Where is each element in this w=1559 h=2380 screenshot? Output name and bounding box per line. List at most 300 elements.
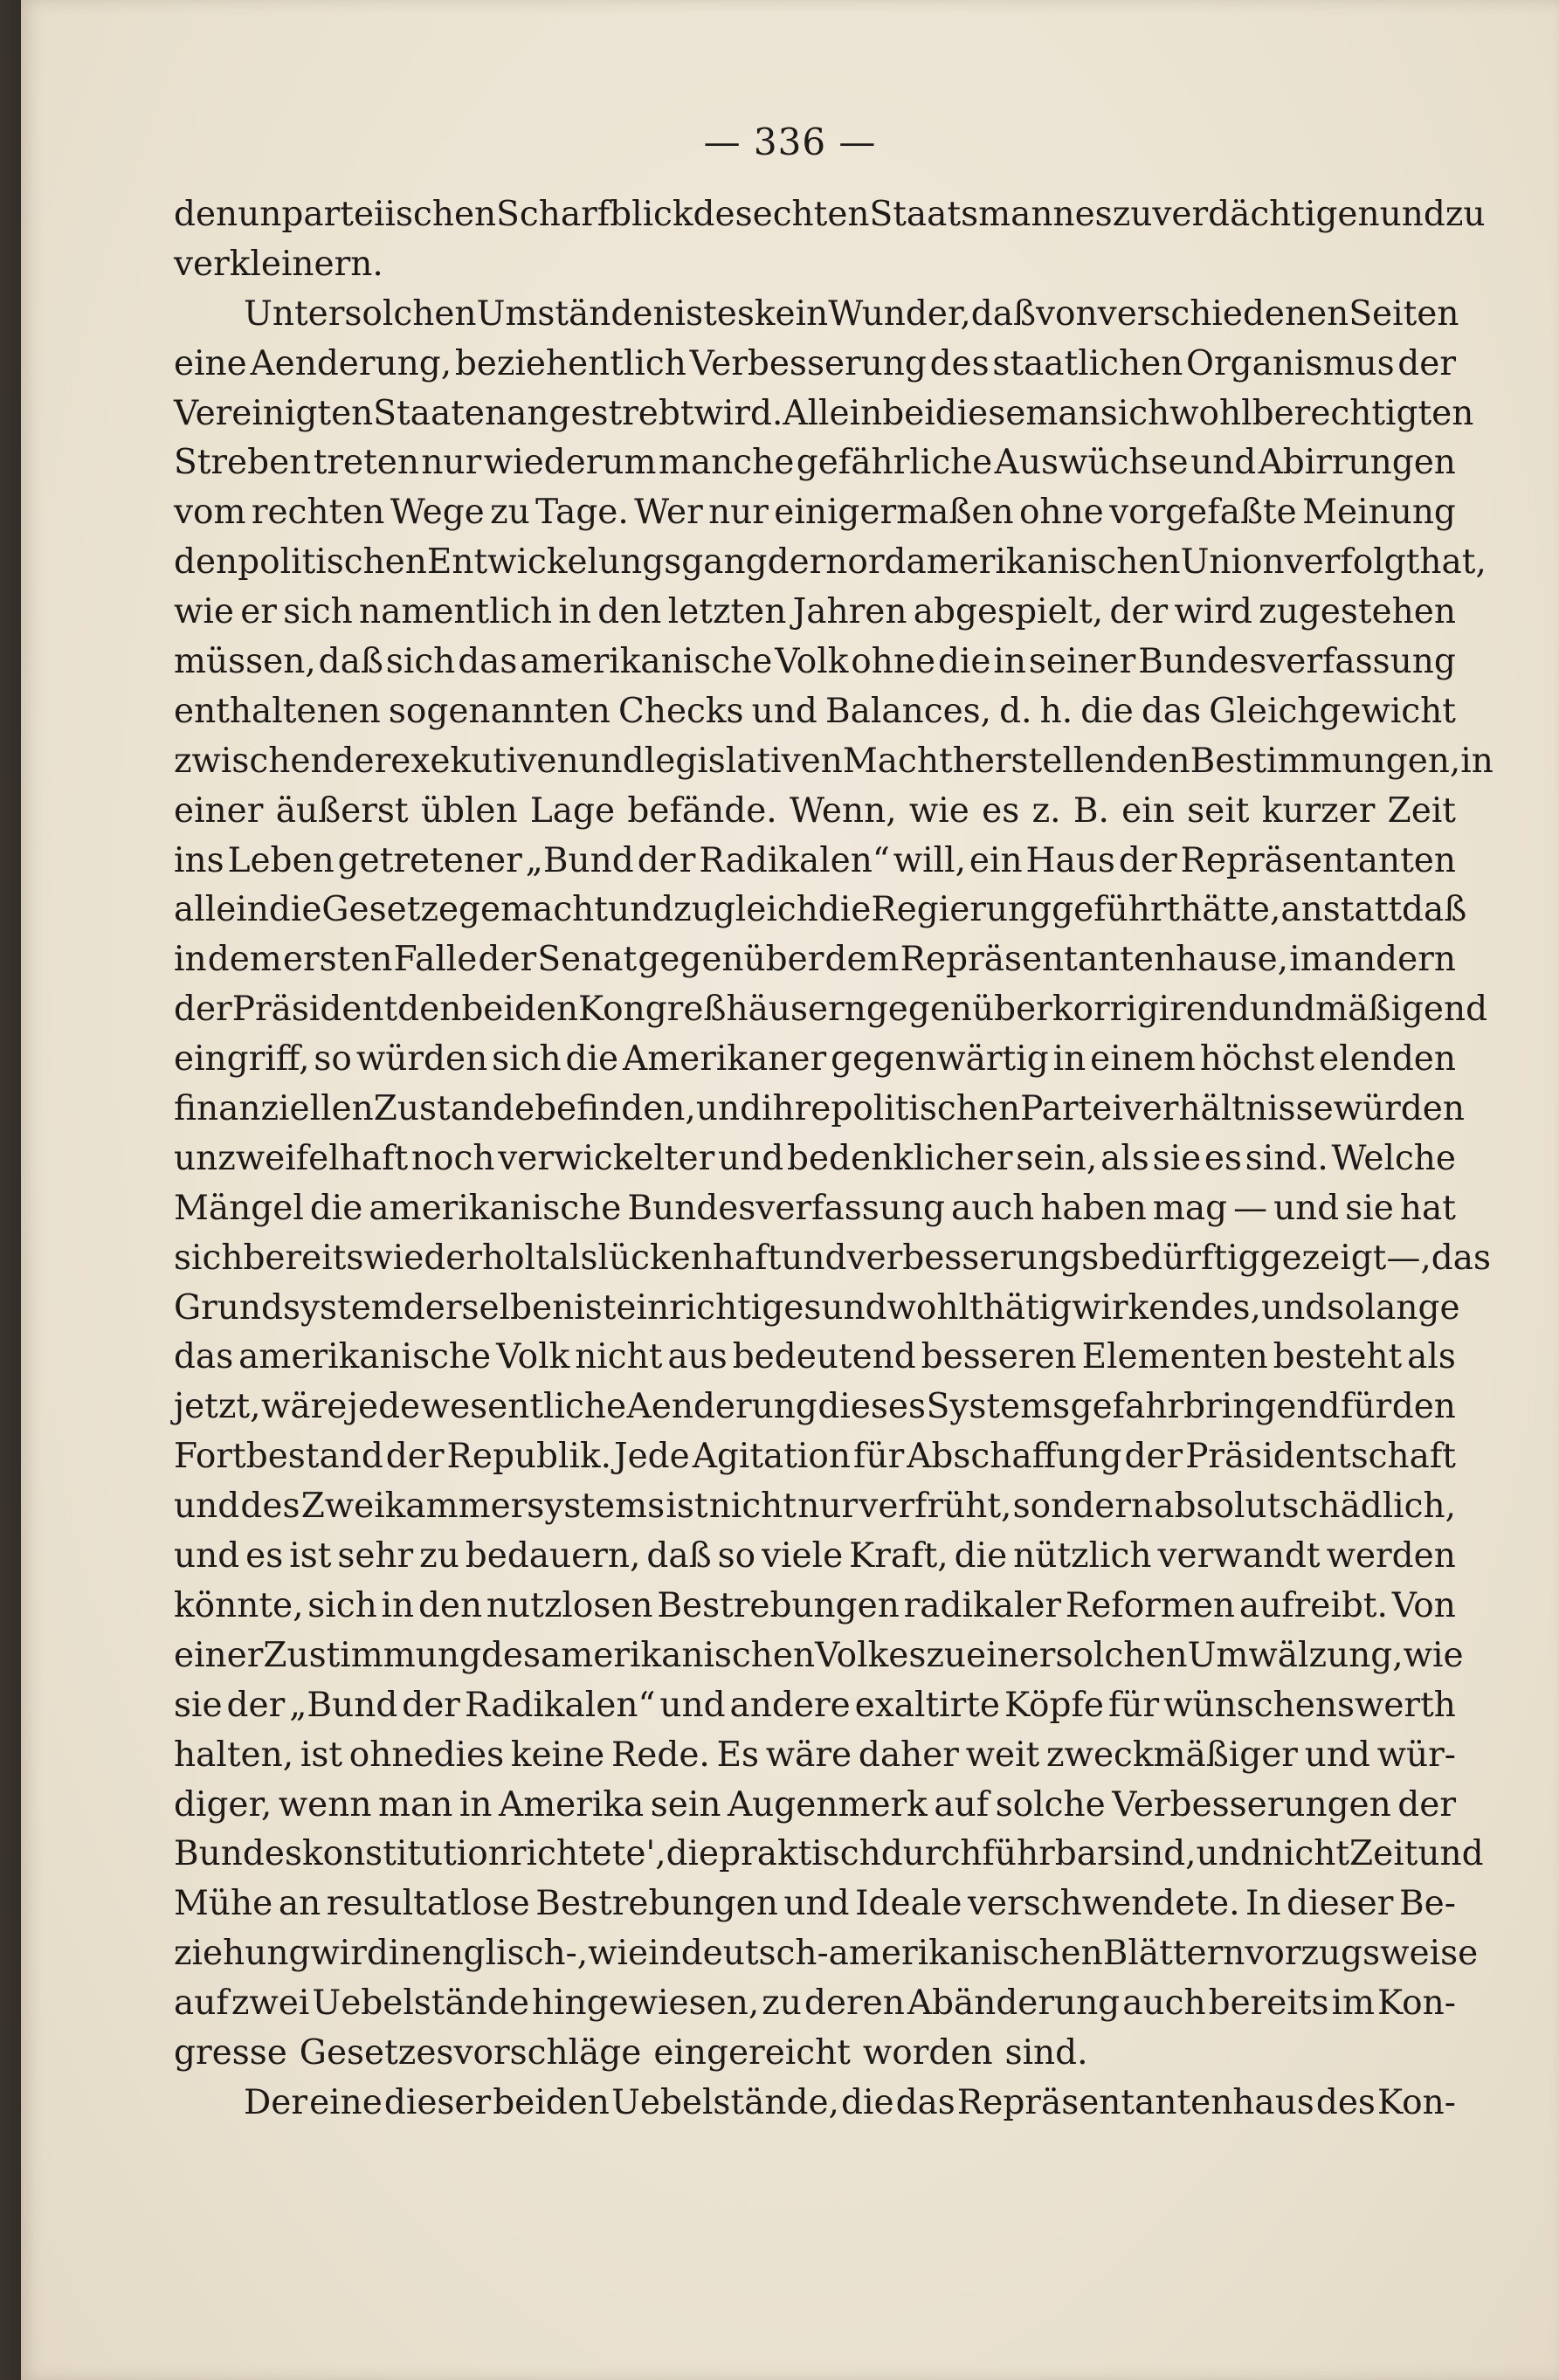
word: wird. xyxy=(693,393,783,433)
word: verschiedenen xyxy=(1097,293,1349,334)
word: nutzlosen xyxy=(486,1585,653,1625)
text-line xyxy=(174,438,1456,488)
word: allein xyxy=(174,890,269,930)
word: Jahren xyxy=(792,592,907,632)
word: den xyxy=(397,990,462,1030)
word: besseren xyxy=(921,1337,1077,1377)
word: der xyxy=(1397,1784,1456,1825)
text-line xyxy=(174,1731,1456,1781)
word: Zweikammersystems xyxy=(300,1487,666,1527)
word: es xyxy=(982,790,1020,831)
word: als xyxy=(548,1238,598,1278)
word: vom xyxy=(174,493,246,533)
word: Aenderung xyxy=(626,1387,817,1427)
word: Kongreßhäusern xyxy=(578,990,866,1030)
word: dem xyxy=(207,940,282,980)
word: ist xyxy=(674,293,717,334)
word: Tage. xyxy=(535,493,629,533)
word: für xyxy=(1107,1685,1160,1725)
word: herstellenden xyxy=(952,741,1190,781)
word: des xyxy=(480,1635,542,1675)
word: nicht xyxy=(1261,1834,1350,1874)
word: Gleichgewicht xyxy=(1209,691,1456,731)
word: sehr xyxy=(337,1536,414,1576)
word: Welche xyxy=(1331,1138,1456,1178)
word: die xyxy=(937,642,991,682)
word: Bundesverfassung xyxy=(627,1188,945,1228)
word: Kraft, xyxy=(849,1536,949,1576)
text-line xyxy=(174,1284,1460,1334)
word: Köpfe xyxy=(1004,1685,1105,1725)
word: und xyxy=(1260,1287,1328,1328)
word: einer xyxy=(174,790,264,831)
word: an xyxy=(1058,393,1100,433)
word: anstatt xyxy=(1280,890,1403,930)
word: zu xyxy=(1445,195,1486,234)
word: kurzer xyxy=(1261,790,1376,831)
word: eine xyxy=(309,2082,383,2122)
word: Entwickelungsgang xyxy=(426,542,768,583)
word: ersten xyxy=(282,940,393,980)
word: Radikalen“ xyxy=(699,840,890,880)
word: hingewiesen, xyxy=(531,1983,760,2024)
word: sie xyxy=(174,1685,223,1725)
word: den xyxy=(174,195,238,234)
text-line xyxy=(174,1681,1456,1731)
word: exaltirte xyxy=(854,1685,1000,1725)
word: als xyxy=(1407,1337,1456,1377)
word: und xyxy=(718,1138,784,1178)
word: Uebelstände, xyxy=(610,2082,839,2122)
word: durchführbar xyxy=(880,1834,1114,1874)
word: und xyxy=(751,691,817,731)
word: den xyxy=(417,1585,483,1625)
word: bereits xyxy=(243,1238,364,1278)
text-line xyxy=(174,340,1456,390)
word: ist xyxy=(666,1487,708,1527)
word: nordamerikanischen xyxy=(825,542,1181,583)
word: treten xyxy=(313,443,419,483)
word: Wer xyxy=(634,493,703,533)
word: der xyxy=(1109,592,1169,632)
text-line xyxy=(174,837,1456,886)
word: daß xyxy=(646,1536,712,1576)
word: radikaler xyxy=(903,1585,1062,1625)
word: Radikalen“ xyxy=(464,1685,656,1725)
word: zwischen xyxy=(174,741,333,781)
word: Gesetzesvorschläge xyxy=(299,2032,642,2073)
word: äußerst xyxy=(275,790,409,831)
word: sind. xyxy=(1245,1138,1328,1178)
word: Repräsentantenhause, xyxy=(900,940,1289,980)
word: richtete', xyxy=(509,1834,666,1874)
word: der xyxy=(385,1437,445,1477)
word: sein, xyxy=(1016,1138,1098,1178)
word: des xyxy=(929,343,990,383)
text-line xyxy=(174,1035,1456,1085)
word: Wunder, xyxy=(828,293,971,334)
word: jede xyxy=(347,1387,421,1427)
word: unparteiischen xyxy=(238,195,497,234)
word: es xyxy=(1204,1138,1243,1178)
word: Aenderung, xyxy=(250,343,452,383)
word: wie xyxy=(588,1934,649,1974)
word: der xyxy=(402,1685,460,1725)
word: Bundeskonstitution xyxy=(174,1834,510,1874)
word: — xyxy=(1233,1188,1268,1228)
word: sich xyxy=(492,1039,562,1080)
word: jetzt, xyxy=(174,1387,261,1427)
word: aus xyxy=(667,1337,728,1377)
word: Zustande xyxy=(373,1089,535,1129)
word: Bestrebungen xyxy=(535,1884,778,1924)
text-line xyxy=(174,638,1456,687)
word: absolut xyxy=(1154,1487,1281,1527)
text-line xyxy=(174,935,1456,985)
word: sein xyxy=(650,1784,721,1825)
word: sondern xyxy=(1012,1487,1154,1527)
text-line xyxy=(174,737,1493,787)
word: befände. xyxy=(627,790,777,831)
word: und xyxy=(783,1884,850,1924)
word: getretener xyxy=(337,840,522,880)
word: ohne xyxy=(851,642,936,682)
word: nicht xyxy=(575,1337,663,1377)
word: Streben xyxy=(174,443,312,483)
word: mag xyxy=(1152,1188,1228,1228)
word: in xyxy=(558,592,591,632)
word: Union xyxy=(1180,542,1285,583)
word: Elementen xyxy=(1081,1337,1268,1377)
word: ein xyxy=(969,840,1023,880)
word: verfrüht, xyxy=(859,1487,1012,1527)
word: Rede. xyxy=(610,1735,710,1775)
word: nur xyxy=(421,443,482,483)
word: z. xyxy=(1031,790,1061,831)
word: gresse xyxy=(174,2032,287,2073)
word: gefährliche xyxy=(796,443,993,483)
text-line xyxy=(174,240,1456,290)
word: zu xyxy=(926,1635,967,1675)
word: einer xyxy=(174,1635,264,1675)
word: Abirrungen xyxy=(1258,443,1456,483)
word: von xyxy=(1036,293,1098,334)
text-line xyxy=(174,787,1456,837)
text-line xyxy=(174,1830,1484,1880)
word: der xyxy=(1397,343,1456,383)
word: könnte, xyxy=(174,1585,304,1625)
word: nicht xyxy=(708,1487,797,1527)
text-line xyxy=(174,1532,1456,1582)
word: Falle xyxy=(393,940,478,980)
word: keine xyxy=(510,1735,605,1775)
word: „Bund xyxy=(525,840,634,880)
text-line xyxy=(174,1979,1456,2029)
word: verbesserungsbedürftig xyxy=(846,1238,1260,1278)
word: Allein xyxy=(783,393,883,433)
word: ins xyxy=(174,840,224,880)
word: Es xyxy=(716,1735,760,1775)
word: würden xyxy=(355,1039,488,1080)
word: Repräsentantenhaus xyxy=(956,2082,1314,2122)
word: englisch-, xyxy=(421,1934,589,1974)
word: deutsch-amerikanischen xyxy=(680,1934,1103,1974)
word: in xyxy=(388,1934,422,1974)
word: korrigirend xyxy=(1052,990,1250,1030)
word: dem xyxy=(824,940,900,980)
word: im xyxy=(1331,1983,1376,2024)
word: die xyxy=(954,1536,1008,1576)
word: auch xyxy=(950,1188,1035,1228)
word: auch xyxy=(1122,1983,1206,2024)
word: im xyxy=(1289,940,1333,980)
paragraph xyxy=(174,2079,1456,2128)
word: wird xyxy=(310,1934,389,1974)
word: lückenhaft xyxy=(597,1238,782,1278)
word: wohlthätig xyxy=(886,1287,1073,1328)
word: es xyxy=(245,1536,284,1576)
word: Vereinigten xyxy=(174,393,374,433)
word: wenn xyxy=(278,1784,372,1825)
text-line xyxy=(174,1582,1456,1632)
word: in xyxy=(459,1784,493,1825)
word: „Bund xyxy=(289,1685,398,1725)
word: elenden xyxy=(1319,1039,1456,1080)
word: gemacht xyxy=(459,890,608,930)
word: Präsidentschaft xyxy=(1185,1437,1456,1477)
text-line xyxy=(174,1085,1465,1135)
word: Zeit xyxy=(1349,1834,1418,1874)
word: Checks xyxy=(618,691,744,731)
word: und xyxy=(1273,1188,1340,1228)
word: der xyxy=(1124,1437,1183,1477)
word: In xyxy=(1245,1884,1281,1924)
word: höchst xyxy=(1199,1039,1315,1080)
word: schädlich, xyxy=(1281,1487,1456,1527)
word: wiederholt xyxy=(363,1238,549,1278)
word: verdächtigen xyxy=(1152,195,1380,234)
word: abgespielt, xyxy=(913,592,1104,632)
word: wie xyxy=(1403,1635,1464,1675)
word: der xyxy=(637,840,696,880)
word: diesem xyxy=(935,393,1059,433)
word: Kon- xyxy=(1377,1983,1456,2024)
word: und xyxy=(1190,443,1257,483)
word: wie xyxy=(908,790,969,831)
word: bedauern, xyxy=(465,1536,641,1576)
word: auf xyxy=(934,1784,990,1825)
word: Bundesverfassung xyxy=(1138,642,1456,682)
word: sich xyxy=(307,1585,377,1625)
word: zugestehen xyxy=(1259,592,1456,632)
word: Blättern xyxy=(1102,1934,1245,1974)
word: gegenüber xyxy=(638,940,824,980)
word: und xyxy=(174,1487,240,1527)
word: Meinung xyxy=(1302,493,1456,533)
text-line xyxy=(174,1333,1456,1383)
word: und xyxy=(1249,990,1316,1030)
word: Abschaffung xyxy=(907,1437,1122,1477)
text-line xyxy=(174,538,1487,588)
word: sie xyxy=(1152,1138,1202,1178)
word: des xyxy=(693,195,753,234)
word: ziehung xyxy=(174,1934,311,1974)
word: politischen xyxy=(238,542,427,583)
word: ein xyxy=(1121,790,1175,831)
word: aufreibt. xyxy=(1238,1585,1388,1625)
word: kein xyxy=(754,293,829,334)
word: Mühe xyxy=(174,1884,273,1924)
word: Macht xyxy=(842,741,953,781)
word: ihre xyxy=(762,1089,831,1129)
word: bedenklicher xyxy=(787,1138,1013,1178)
word: Verbesserung xyxy=(689,343,927,383)
text-line xyxy=(174,1135,1456,1184)
word: hätte, xyxy=(1180,890,1281,930)
word: sich xyxy=(1100,393,1170,433)
word: amerikanischen xyxy=(541,1635,816,1675)
word: gegenwärtig xyxy=(831,1039,1049,1080)
word: mäßigend xyxy=(1315,990,1488,1030)
word: solchen xyxy=(344,293,477,334)
word: d. xyxy=(999,691,1032,731)
word: in xyxy=(648,1934,681,1974)
word: würden xyxy=(1333,1089,1465,1129)
word: den xyxy=(597,592,662,632)
word: in xyxy=(1460,741,1493,781)
word: dieser xyxy=(1287,1884,1394,1924)
word: so xyxy=(1327,1287,1365,1328)
word: das xyxy=(174,1337,234,1377)
word: einem xyxy=(1090,1039,1196,1080)
text-line xyxy=(174,2079,1456,2128)
word: wür- xyxy=(1376,1735,1456,1775)
word: unzweifelhaft xyxy=(174,1138,409,1178)
word: Senat xyxy=(537,940,638,980)
word: in xyxy=(993,642,1027,682)
text-line xyxy=(174,1781,1456,1831)
word: deren xyxy=(804,1983,905,2024)
word: lange xyxy=(1364,1287,1460,1328)
word: diger, xyxy=(174,1784,272,1825)
word: den xyxy=(174,542,238,583)
word: rechten xyxy=(251,493,385,533)
word: Abänderung xyxy=(907,1983,1121,2024)
word: wie xyxy=(174,592,234,632)
word: so xyxy=(717,1536,756,1576)
word: Reformen xyxy=(1065,1585,1236,1625)
word: solchen xyxy=(1055,1635,1188,1675)
word: Scharfblick xyxy=(496,195,693,234)
word: Agitation xyxy=(692,1437,852,1477)
word: Volkes xyxy=(815,1635,927,1675)
word: politischen xyxy=(831,1089,1021,1129)
word: an xyxy=(278,1884,321,1924)
word: das xyxy=(458,642,518,682)
word: und xyxy=(781,1238,847,1278)
word: Zustimmung xyxy=(263,1635,481,1675)
word: und xyxy=(1196,1834,1262,1874)
word: und xyxy=(174,1536,240,1576)
word: ohne xyxy=(1018,493,1104,533)
word: die xyxy=(817,890,872,930)
word: und xyxy=(607,890,674,930)
word: weit xyxy=(965,1735,1040,1775)
word: Verbesserungen xyxy=(1112,1784,1391,1825)
word: sie xyxy=(1345,1188,1394,1228)
word: beiden xyxy=(493,2082,610,2122)
word: sich xyxy=(385,642,456,682)
word: Von xyxy=(1391,1585,1456,1625)
word: zu xyxy=(419,1536,459,1576)
word: das xyxy=(1141,691,1202,731)
text-line xyxy=(174,1482,1456,1532)
text-line xyxy=(174,390,1474,439)
word: Bestimmungen, xyxy=(1190,741,1461,781)
text-line xyxy=(174,1929,1479,1979)
word: viele xyxy=(762,1536,844,1576)
word: des xyxy=(1315,2082,1376,2122)
word: das xyxy=(1431,1238,1491,1278)
word: zweckmäßiger xyxy=(1046,1735,1298,1775)
word: noch xyxy=(410,1138,495,1178)
word: und xyxy=(695,1089,762,1129)
word: und xyxy=(659,1685,726,1725)
word: manche xyxy=(658,443,795,483)
text-line xyxy=(174,1880,1456,1929)
word: beziehentlich xyxy=(454,343,686,383)
word: für xyxy=(1341,1387,1392,1427)
text-line xyxy=(174,290,1459,340)
word: zu xyxy=(490,493,530,533)
word: Republik. xyxy=(446,1437,611,1477)
word: der xyxy=(478,940,537,980)
word: letzten xyxy=(667,592,787,632)
word: Balances, xyxy=(824,691,992,731)
word: auf xyxy=(174,1983,229,2024)
word: —, xyxy=(1386,1238,1431,1278)
word: der xyxy=(226,1685,286,1725)
word: Haus xyxy=(1025,840,1115,880)
word: Augenmerk xyxy=(728,1784,928,1825)
paragraph xyxy=(174,190,1486,290)
word: resultatlose xyxy=(326,1884,530,1924)
word: exekutiven xyxy=(390,741,579,781)
word: amerikanische xyxy=(238,1337,492,1377)
word: Lage xyxy=(529,790,616,831)
word: Umwälzung, xyxy=(1187,1635,1404,1675)
word: bei xyxy=(882,393,935,433)
word: Organismus xyxy=(1186,343,1395,383)
word: Systems xyxy=(926,1387,1071,1427)
word: einigermaßen xyxy=(774,493,1014,533)
paragraph xyxy=(174,290,1493,2079)
word: Mängel xyxy=(174,1188,304,1228)
word: Umständen xyxy=(476,293,675,334)
word: gefahrbringend xyxy=(1070,1387,1341,1427)
word: wünschenswerth xyxy=(1163,1685,1456,1725)
word: verschwendete. xyxy=(967,1884,1240,1924)
word: seit xyxy=(1187,790,1250,831)
word: Uebelstände xyxy=(312,1983,529,2024)
text-line xyxy=(174,588,1456,638)
word: hat, xyxy=(1419,542,1487,583)
word: ein xyxy=(616,1287,670,1328)
word: Leben xyxy=(227,840,335,880)
word: Amerikaner xyxy=(623,1039,827,1080)
word: finanziellen xyxy=(174,1089,374,1129)
word: wiederum xyxy=(483,443,657,483)
